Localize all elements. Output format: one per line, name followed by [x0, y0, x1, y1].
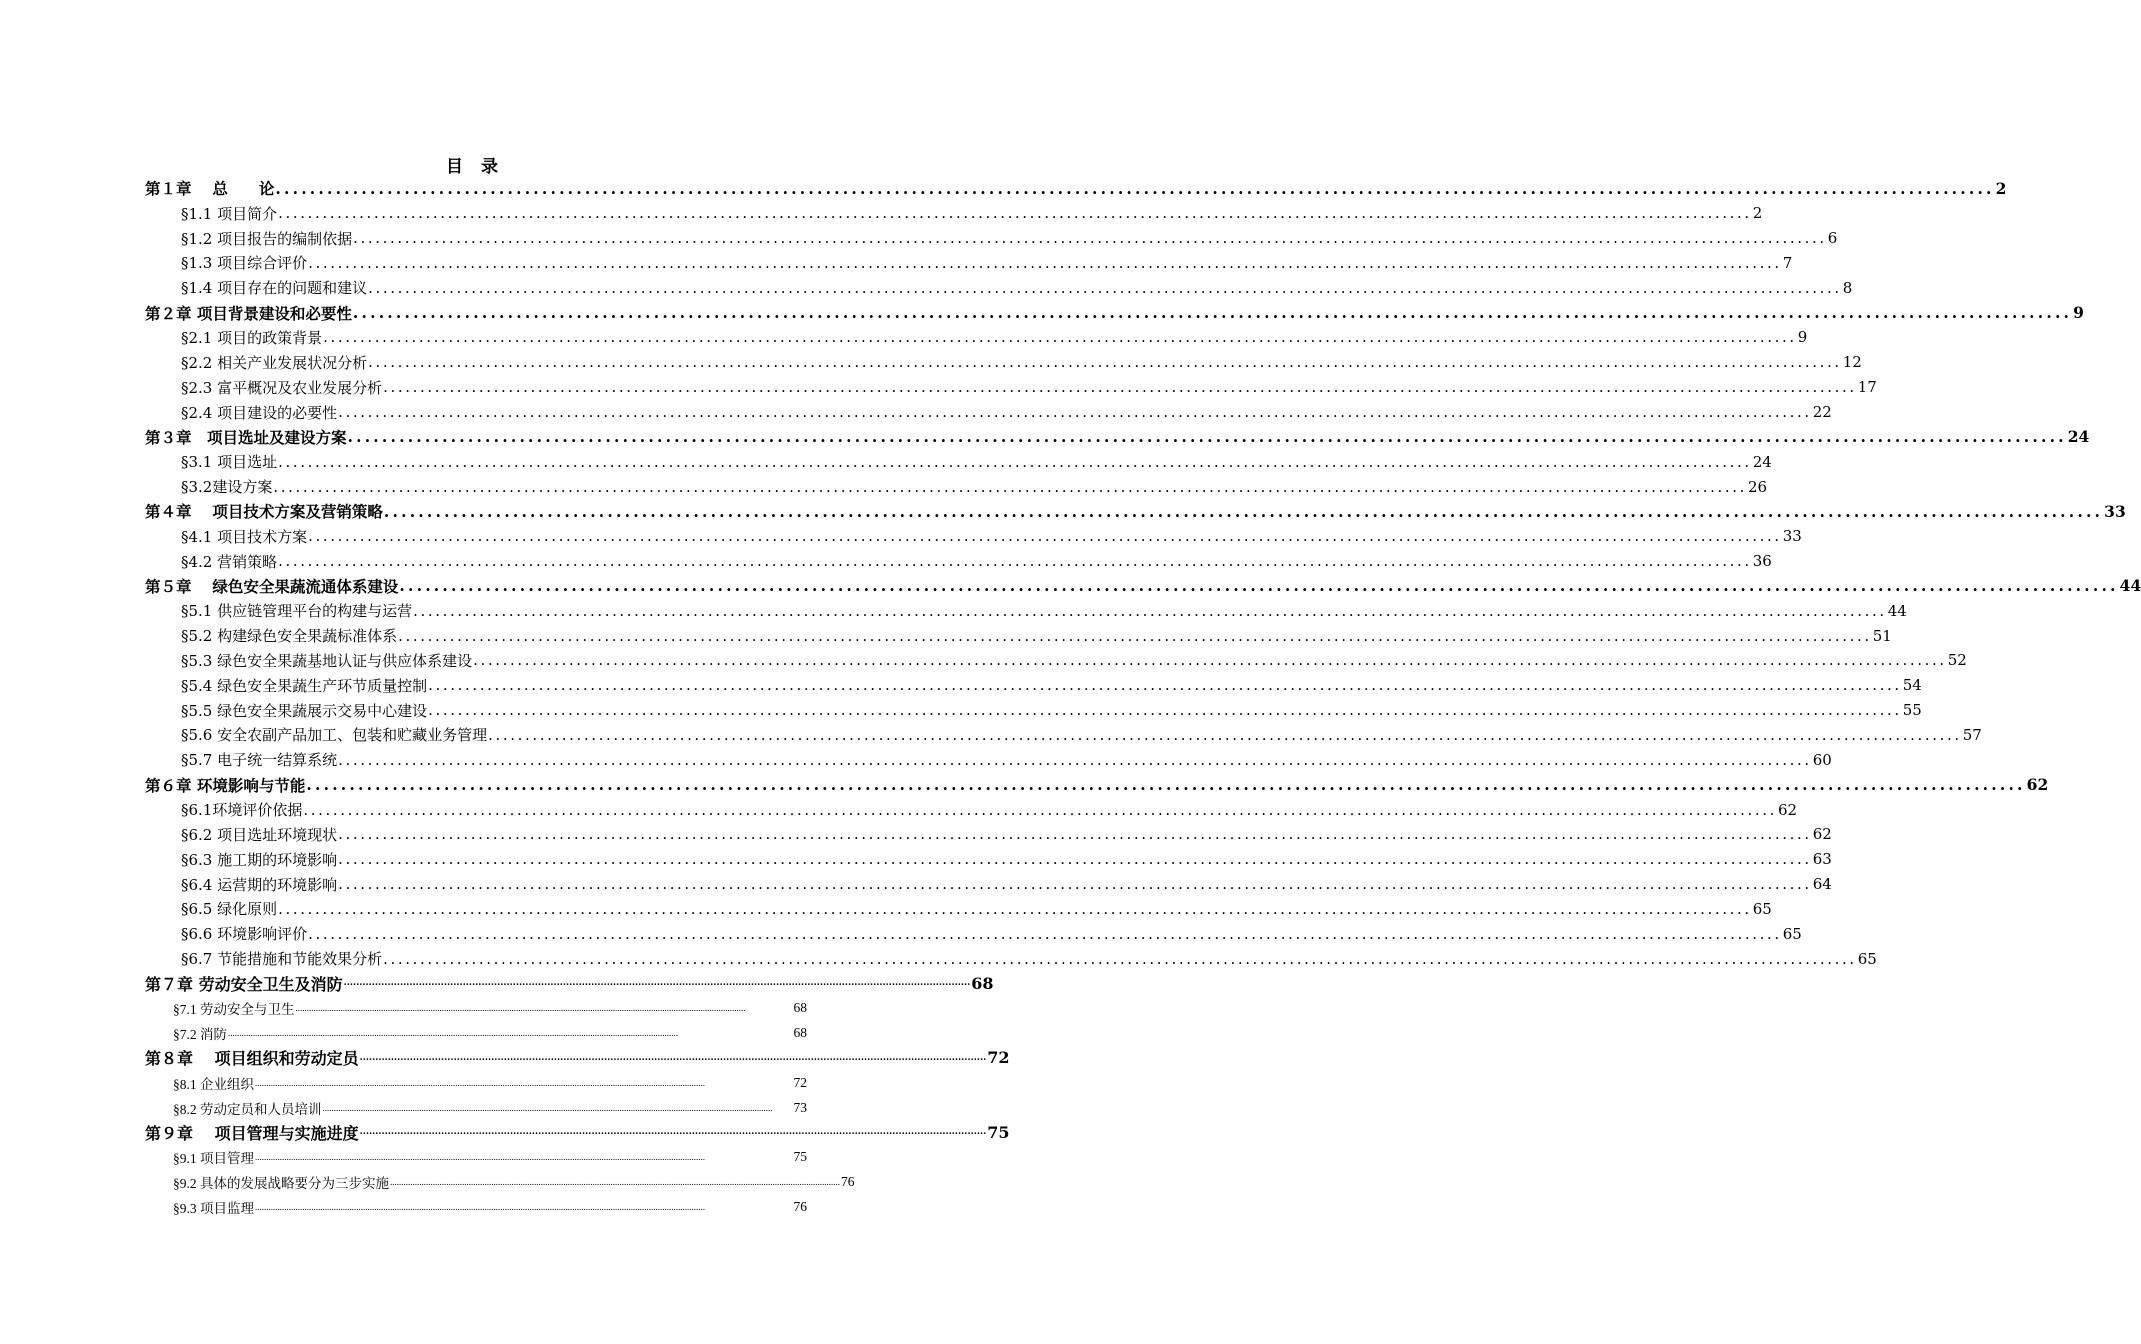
toc-section-entry[interactable]: [145, 921, 1802, 946]
toc-page-number: 8: [1842, 278, 1853, 297]
toc-leader-dots: ........................................................................................................................................................................................................: [390, 1177, 840, 1188]
toc-entry-label: §6.2 项目选址环境现状: [181, 825, 338, 844]
toc-leader-dots: ........................................................................................................................................................................................................: [383, 378, 1857, 397]
toc-page-number: 7: [1782, 253, 1793, 272]
toc-page-number: 9: [1797, 328, 1808, 347]
toc-entry-label: §2.2 相关产业发展状况分析: [181, 353, 368, 372]
toc-entry-label: §8.2 劳动定员和人员培训: [173, 1101, 322, 1117]
toc-section-entry[interactable]: [145, 797, 1798, 822]
toc-section-entry[interactable]: [145, 822, 1832, 847]
toc-page-number: 68: [971, 973, 994, 993]
toc-page-number: 17: [1857, 378, 1877, 397]
toc-chapter-entry[interactable]: [145, 176, 2007, 201]
toc-page-number: 68: [793, 1025, 807, 1041]
toc-page-number: 65: [1782, 924, 1802, 943]
toc-section-entry[interactable]: [145, 474, 1768, 499]
toc-page-number: 57: [1962, 725, 1982, 744]
toc-chapter-entry[interactable]: [145, 1046, 1010, 1071]
toc-section-entry[interactable]: [145, 449, 1772, 474]
toc-leader-dots: ........................................................................................................................................................................................................: [413, 601, 1887, 620]
toc-page-number: 22: [1812, 403, 1832, 422]
toc-leader-dots: ........................................................................................................................................................................................................: [368, 278, 1842, 297]
toc-entry-label: §5.3 绿色安全果蔬基地认证与供应体系建设: [181, 651, 473, 670]
toc-entry-label: §6.1环境评价依据: [181, 801, 303, 820]
toc-leader-dots: ........................................................................................................................................................................................................: [383, 501, 2104, 521]
toc-leader-dots: ........................................................................................................................................................................................................: [278, 204, 1752, 223]
toc-chapter-entry[interactable]: [145, 971, 994, 996]
toc-leader-dots: ........................................................................................................................................................................................................: [338, 825, 1812, 844]
toc-page-number: 24: [2067, 427, 2090, 447]
toc-leader-dots: ........................................................................................................................................................................................................: [303, 800, 1777, 819]
toc-leader-dots: ........................................................................................................................................................................................................: [278, 552, 1752, 571]
toc-leader-dots: ........................................................................................................................................................................................................: [338, 750, 1812, 769]
toc-title: 目 录: [446, 157, 504, 177]
toc-entry-label: 第８章 项目组织和劳动定员: [145, 1049, 359, 1069]
toc-leader-dots: ........................................................................................................................................................................................................: [308, 924, 1782, 943]
toc-entry-label: §2.3 富平概况及农业发展分析: [181, 378, 383, 397]
toc-section-entry[interactable]: [145, 673, 1922, 698]
toc-page-number: 36: [1752, 552, 1772, 571]
toc-section-entry[interactable]: [145, 350, 1862, 375]
toc-leader-dots: ........................................................................................................................................................................................................: [255, 1202, 705, 1213]
toc-leader-dots: ........................................................................................................................................................................................................: [338, 875, 1812, 894]
toc-page-number: 65: [1857, 949, 1877, 968]
toc-entry-label: §1.1 项目简介: [181, 204, 278, 223]
toc-entry-label: §7.2 消防: [173, 1027, 227, 1043]
toc-leader-dots: ........................................................................................................................................................................................................: [323, 328, 1797, 347]
toc-entry-label: §1.4 项目存在的问题和建议: [181, 279, 368, 298]
toc-chapter-entry[interactable]: [145, 574, 2141, 599]
toc-section-entry[interactable]: [145, 723, 1982, 748]
toc-entry-label: 第１章 总 论: [145, 179, 275, 199]
toc-page-number: 12: [1842, 353, 1862, 372]
toc-section-entry[interactable]: [145, 226, 1838, 251]
toc-page-number: 76: [841, 1174, 855, 1190]
toc-entry-label: 第７章 劳动安全卫生及消防: [145, 974, 343, 994]
toc-section-entry[interactable]: [145, 1095, 807, 1120]
toc-section-entry[interactable]: [145, 598, 1907, 623]
toc-entry-label: §7.1 劳动安全与卫生: [173, 1002, 295, 1018]
toc-page-number: 9: [2073, 303, 2084, 323]
toc-entry-label: §5.1 供应链管理平台的构建与运营: [181, 602, 413, 621]
toc-page-number: 65: [1752, 899, 1772, 918]
toc-entry-label: §4.2 营销策略: [181, 552, 278, 571]
toc-section-entry[interactable]: [145, 996, 807, 1021]
toc-section-entry[interactable]: [145, 549, 1772, 574]
toc-page-number: 2: [1995, 178, 2007, 198]
toc-page-number: 75: [987, 1122, 1010, 1142]
toc-page-number: 2: [1752, 204, 1763, 223]
toc-leader-dots: ........................................................................................................................................................................................................: [428, 676, 1902, 695]
toc-entry-label: §6.6 环境影响评价: [181, 925, 308, 944]
toc-entry-label: §6.4 运营期的环境影响: [181, 875, 338, 894]
toc-page-number: 62: [1812, 825, 1832, 844]
toc-leader-dots: ........................................................................................................................................................................................................: [322, 1102, 773, 1113]
toc-leader-dots: ........................................................................................................................................................................................................: [338, 403, 1812, 422]
toc-leader-dots: ........................................................................................................................................................................................................: [359, 1127, 987, 1138]
toc-leader-dots: ........................................................................................................................................................................................................: [488, 725, 1962, 744]
toc-entry-label: §5.7 电子统一结算系统: [181, 751, 338, 770]
toc-section-entry[interactable]: [145, 400, 1832, 425]
toc-section-entry[interactable]: [145, 747, 1832, 772]
toc-leader-dots: ........................................................................................................................................................................................................: [359, 1052, 987, 1063]
toc-leader-dots: ........................................................................................................................................................................................................: [399, 576, 2119, 596]
toc-page-number: 52: [1947, 651, 1967, 670]
toc-page-number: 33: [2104, 501, 2126, 521]
toc-entry-label: §6.7 节能措施和节能效果分析: [181, 950, 383, 969]
toc-entry-label: §2.4 项目建设的必要性: [181, 403, 338, 422]
toc-leader-dots: ........................................................................................................................................................................................................: [428, 701, 1902, 720]
toc-leader-dots: ........................................................................................................................................................................................................: [383, 949, 1857, 968]
toc-leader-dots: ........................................................................................................................................................................................................: [278, 452, 1752, 471]
toc-entry-label: 第９章 项目管理与实施进度: [145, 1123, 359, 1143]
toc-section-entry[interactable]: [145, 847, 1832, 872]
toc-page-number: 6: [1827, 229, 1838, 248]
toc-page-number: 51: [1872, 626, 1892, 645]
toc-section-entry[interactable]: [145, 896, 1772, 921]
toc-entry-label: §9.1 项目管理: [173, 1151, 254, 1167]
toc-chapter-entry[interactable]: [145, 424, 2090, 449]
toc-page-number: 62: [2026, 775, 2049, 795]
toc-page-number: 33: [1782, 527, 1802, 546]
toc-page-number: 24: [1752, 452, 1772, 471]
toc-leader-dots: ........................................................................................................................................................................................................: [368, 353, 1842, 372]
toc-section-entry[interactable]: [145, 1170, 855, 1195]
toc-page-number: 68: [793, 1000, 807, 1016]
toc-entry-label: §6.3 施工期的环境影响: [181, 850, 338, 869]
toc-entry-label: §4.1 项目技术方案: [181, 527, 308, 546]
toc-page-number: 76: [793, 1199, 807, 1215]
toc-section-entry[interactable]: [145, 375, 1877, 400]
toc-section-entry[interactable]: [145, 524, 1802, 549]
toc-page-number: 63: [1812, 850, 1832, 869]
toc-entry-label: §5.2 构建绿色安全果蔬标准体系: [181, 627, 398, 646]
toc-entry-label: 第４章 项目技术方案及营销策略: [145, 502, 383, 522]
toc-entry-label: §3.1 项目选址: [181, 453, 278, 472]
toc-page-number: 72: [987, 1048, 1010, 1068]
toc-section-entry[interactable]: [145, 648, 1967, 673]
toc-leader-dots: ........................................................................................................................................................................................................: [473, 651, 1947, 670]
toc-page-number: 54: [1902, 676, 1922, 695]
toc-page-number: 60: [1812, 750, 1832, 769]
toc-section-entry[interactable]: [145, 275, 1853, 300]
toc-leader-dots: ........................................................................................................................................................................................................: [275, 178, 1995, 198]
toc-section-entry[interactable]: [145, 251, 1793, 276]
toc-entry-label: §2.1 项目的政策背景: [181, 328, 323, 347]
toc-leader-dots: ........................................................................................................................................................................................................: [308, 527, 1782, 546]
toc-entry-label: §1.2 项目报告的编制依据: [181, 229, 353, 248]
toc-entry-label: §5.5 绿色安全果蔬展示交易中心建设: [181, 701, 428, 720]
toc-leader-dots: ........................................................................................................................................................................................................: [308, 253, 1782, 272]
toc-leader-dots: ........................................................................................................................................................................................................: [347, 427, 2067, 447]
table-of-contents: [145, 176, 2141, 1219]
toc-page-number: 62: [1777, 800, 1798, 819]
toc-page-number: 75: [793, 1149, 807, 1165]
toc-section-entry[interactable]: [145, 623, 1892, 648]
toc-section-entry[interactable]: [145, 325, 1808, 350]
toc-section-entry[interactable]: [145, 1021, 807, 1046]
toc-section-entry[interactable]: [145, 1195, 807, 1220]
toc-section-entry[interactable]: [145, 1070, 807, 1095]
toc-entry-label: 第６章 环境影响与节能: [145, 775, 306, 795]
toc-page-number: 72: [793, 1074, 807, 1090]
toc-leader-dots: ........................................................................................................................................................................................................: [352, 303, 2073, 323]
toc-leader-dots: ........................................................................................................................................................................................................: [255, 1077, 705, 1088]
toc-section-entry[interactable]: [145, 1145, 807, 1170]
toc-leader-dots: ........................................................................................................................................................................................................: [278, 899, 1752, 918]
toc-section-entry[interactable]: [145, 872, 1832, 897]
toc-entry-label: §8.1 企业组织: [173, 1076, 254, 1092]
toc-page-number: 44: [1887, 601, 1907, 620]
toc-page-number: 44: [2119, 576, 2141, 596]
toc-leader-dots: ........................................................................................................................................................................................................: [338, 850, 1812, 869]
toc-chapter-entry[interactable]: [145, 1120, 1010, 1145]
toc-entry-label: §5.4 绿色安全果蔬生产环节质量控制: [181, 676, 428, 695]
toc-leader-dots: ........................................................................................................................................................................................................: [343, 978, 971, 989]
toc-entry-label: 第２章 项目背景建设和必要性: [145, 303, 352, 323]
toc-page-number: 26: [1747, 477, 1768, 496]
toc-section-entry[interactable]: [145, 946, 1877, 971]
toc-chapter-entry[interactable]: [145, 499, 2126, 524]
toc-entry-label: 第３章 项目选址及建设方案: [145, 427, 347, 447]
toc-leader-dots: ........................................................................................................................................................................................................: [306, 775, 2026, 795]
toc-chapter-entry[interactable]: [145, 772, 2049, 797]
toc-entry-label: §5.6 安全农副产品加工、包装和贮藏业务管理: [181, 726, 488, 745]
toc-page-number: 64: [1812, 875, 1832, 894]
toc-leader-dots: ........................................................................................................................................................................................................: [295, 1003, 746, 1014]
toc-leader-dots: ........................................................................................................................................................................................................: [255, 1152, 705, 1163]
toc-entry-label: §1.3 项目综合评价: [181, 254, 308, 273]
toc-leader-dots: ........................................................................................................................................................................................................: [228, 1028, 678, 1039]
toc-page-number: 55: [1902, 701, 1922, 720]
toc-leader-dots: ........................................................................................................................................................................................................: [273, 477, 1747, 496]
toc-entry-label: §9.2 具体的发展战略要分为三步实施: [173, 1176, 389, 1192]
toc-entry-label: §3.2建设方案: [181, 478, 273, 497]
toc-entry-label: 第５章 绿色安全果蔬流通体系建设: [145, 576, 399, 596]
toc-chapter-entry[interactable]: [145, 300, 2084, 325]
toc-page-number: 73: [793, 1099, 807, 1115]
toc-leader-dots: ........................................................................................................................................................................................................: [398, 626, 1872, 645]
toc-section-entry[interactable]: [145, 698, 1922, 723]
toc-section-entry[interactable]: [145, 201, 1763, 226]
toc-leader-dots: ........................................................................................................................................................................................................: [353, 229, 1827, 248]
toc-entry-label: §9.3 项目监理: [173, 1201, 254, 1217]
toc-entry-label: §6.5 绿化原则: [181, 900, 278, 919]
